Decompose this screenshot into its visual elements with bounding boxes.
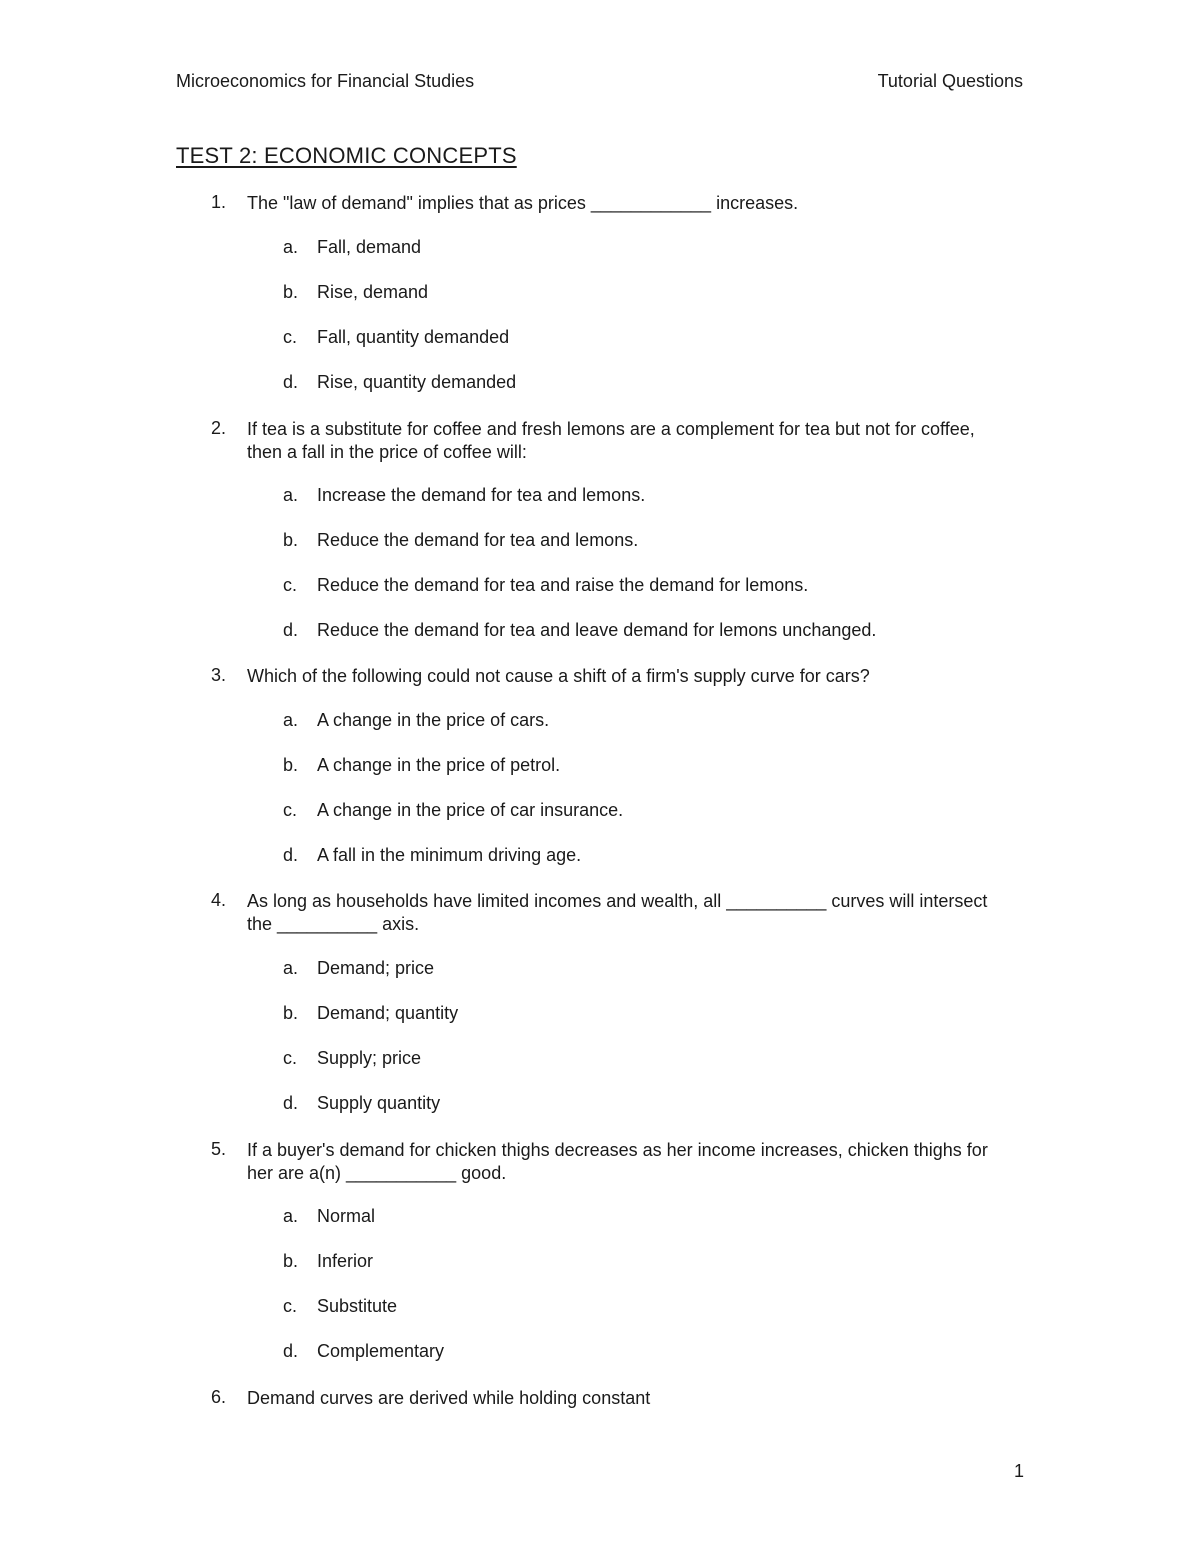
question-text: If a buyer's demand for chicken thighs decreases as her income increases, chicken thighs for her are a(n) ___________ good. (247, 1140, 988, 1183)
option-letter: a. (283, 237, 299, 257)
option-text: Fall, quantity demanded (317, 327, 510, 347)
header-course-title: Microeconomics for Financial Studies (176, 71, 475, 91)
option-text: A change in the price of car insurance. (317, 800, 624, 820)
option-letter: d. (283, 845, 299, 865)
question-text: As long as households have limited incomes and wealth, all __________ curves will intersect the __________ axis. (247, 891, 988, 934)
question-number: 5. (211, 1139, 227, 1159)
page-title: TEST 2: ECONOMIC CONCEPTS (176, 143, 517, 168)
option-letter: d. (283, 372, 299, 392)
option-text: Supply; price (317, 1048, 422, 1068)
option-text: Inferior (317, 1251, 374, 1271)
option-text: Reduce the demand for tea and raise the demand for lemons. (317, 575, 809, 595)
option-text: Increase the demand for tea and lemons. (317, 485, 646, 505)
option-letter: d. (283, 1341, 299, 1361)
option-text: Complementary (317, 1341, 445, 1361)
option-text: Rise, demand (317, 282, 429, 302)
option-letter: c. (283, 1296, 298, 1316)
question-number: 2. (211, 418, 227, 438)
question-text: If tea is a substitute for coffee and fresh lemons are a complement for tea but not for coffee, then a fall in the price of coffee will: (247, 419, 975, 462)
option-text: Supply quantity (317, 1093, 441, 1113)
option-letter: b. (283, 1251, 299, 1271)
option-letter: d. (283, 620, 299, 640)
option-letter: c. (283, 327, 298, 347)
option-letter: c. (283, 1048, 298, 1068)
option-text: Reduce the demand for tea and lemons. (317, 530, 639, 550)
option-letter: d. (283, 1093, 299, 1113)
option-letter: b. (283, 282, 299, 302)
option-letter: b. (283, 1003, 299, 1023)
option-text: A change in the price of petrol. (317, 755, 561, 775)
option-text: Normal (317, 1206, 376, 1226)
question-text: Demand curves are derived while holding constant (247, 1388, 651, 1408)
option-letter: c. (283, 575, 298, 595)
question-text: The "law of demand" implies that as prices ____________ increases. (247, 193, 799, 213)
option-letter: a. (283, 710, 299, 730)
option-text: A fall in the minimum driving age. (317, 845, 582, 865)
question-number: 3. (211, 665, 227, 685)
option-letter: a. (283, 485, 299, 505)
question-number: 4. (211, 890, 227, 910)
option-text: Demand; price (317, 958, 435, 978)
question-text: Which of the following could not cause a shift of a firm's supply curve for cars? (247, 666, 870, 686)
option-text: Reduce the demand for tea and leave demand for lemons unchanged. (317, 620, 877, 640)
question-number: 6. (211, 1387, 227, 1407)
option-text: Demand; quantity (317, 1003, 459, 1023)
option-letter: b. (283, 530, 299, 550)
option-text: Fall, demand (317, 237, 422, 257)
question-number: 1. (211, 192, 227, 212)
header-section-label: Tutorial Questions (877, 71, 1023, 91)
option-text: Substitute (317, 1296, 398, 1316)
option-letter: a. (283, 958, 299, 978)
option-letter: b. (283, 755, 299, 775)
option-letter: a. (283, 1206, 299, 1226)
page-number: 1 (1014, 1461, 1025, 1481)
option-text: Rise, quantity demanded (317, 372, 517, 392)
option-text: A change in the price of cars. (317, 710, 550, 730)
option-letter: c. (283, 800, 298, 820)
